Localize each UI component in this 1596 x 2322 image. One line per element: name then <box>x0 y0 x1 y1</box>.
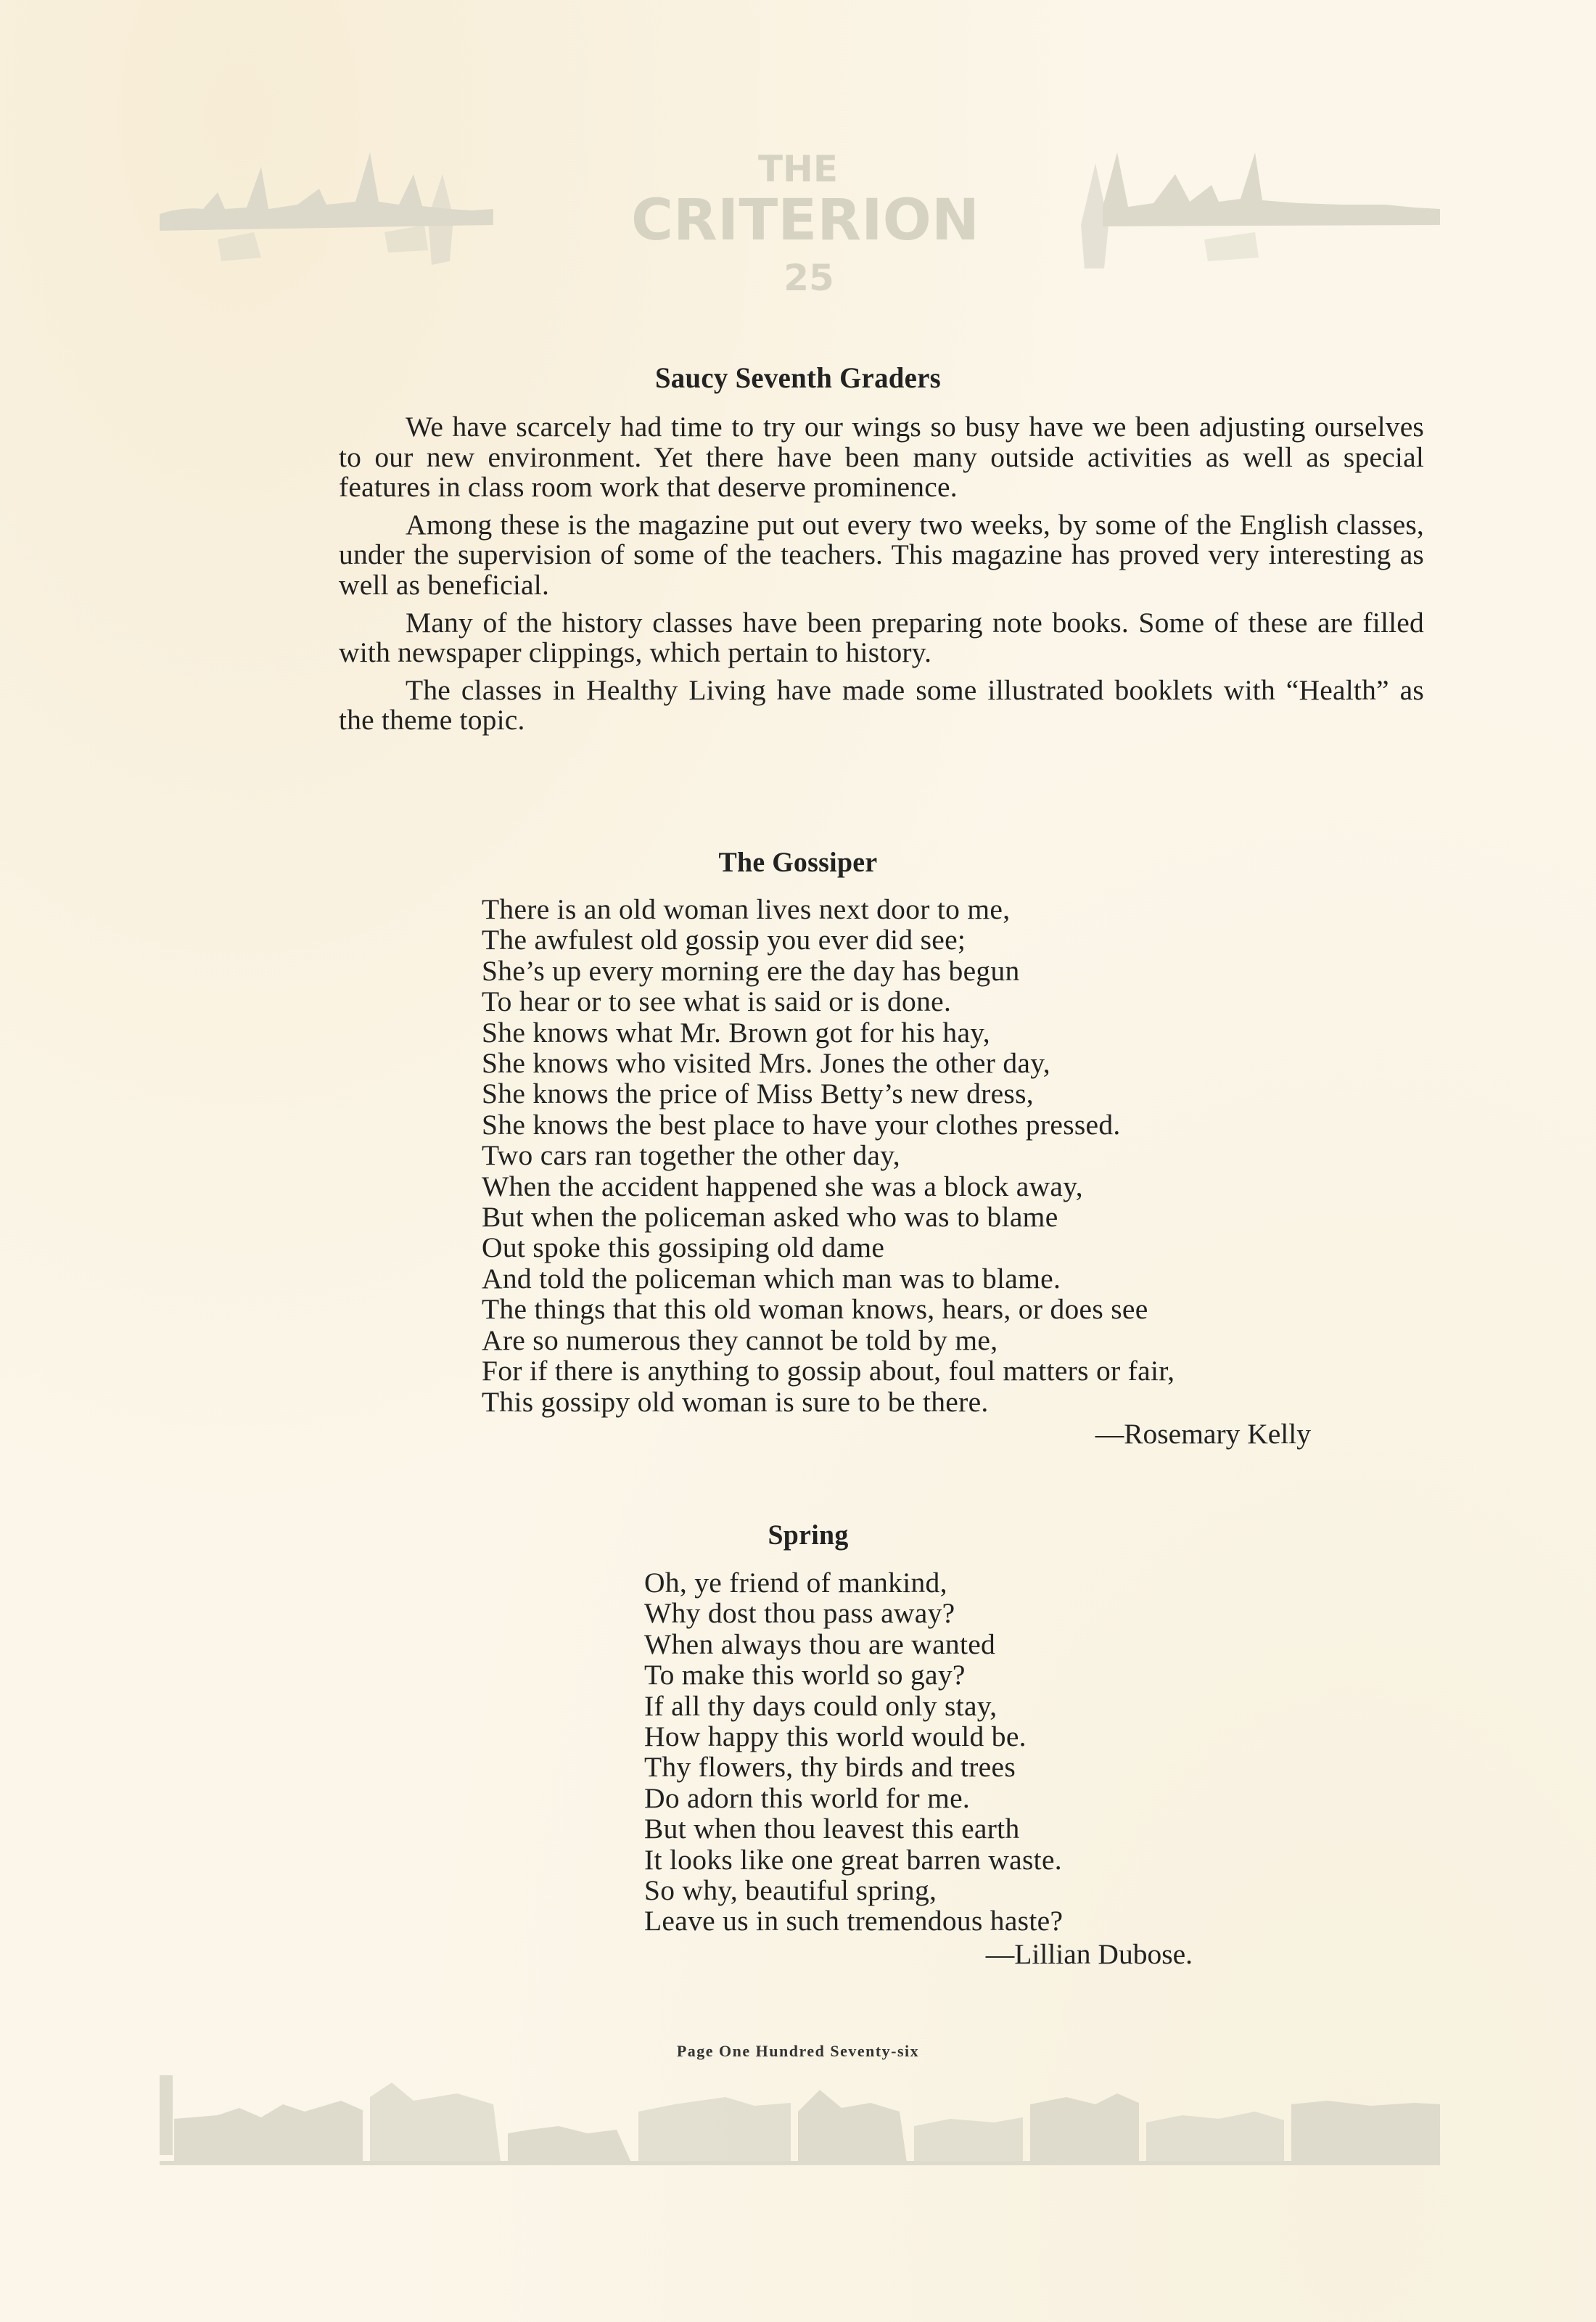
page-number: Page One Hundred Seventy-six <box>676 2042 920 2060</box>
poem-line: Leave us in such tremendous haste? <box>644 1905 1064 1937</box>
poem-author-spring: —Lillian Dubose. <box>985 1938 1193 1970</box>
poem-line: For if there is anything to gossip about, foul matters or fair, <box>482 1355 1175 1387</box>
poem-line: She knows the price of Miss Betty’s new dress, <box>482 1078 1034 1110</box>
poem-title-spring: Spring <box>768 1519 849 1551</box>
article-body <box>339 412 1424 743</box>
poem-line: So why, beautiful spring, <box>644 1874 937 1907</box>
poem-line: And told the policeman which man was to blame. <box>482 1262 1061 1295</box>
logo-text-year: 25 <box>783 257 834 299</box>
poem-line: Out spoke this gossiping old dame <box>482 1231 885 1264</box>
footer-skyline-illustration <box>152 2061 1444 2184</box>
poem-line: There is an old woman lives next door to me, <box>482 893 1011 925</box>
article-title: Saucy Seventh Graders <box>654 361 942 394</box>
article-paragraph: Among these is the magazine put out every two weeks, by some of the English classes, under the supervision of some of the teachers. This magazine has proved very interesting as well as beneficial. <box>339 508 1424 601</box>
poem-line: It looks like one great barren waste. <box>644 1843 1062 1876</box>
poem-line: Oh, ye friend of mankind, <box>644 1567 947 1599</box>
poem-line: But when the policeman asked who was to blame <box>482 1201 1058 1234</box>
poem-line: To hear or to see what is said or is done. <box>482 985 952 1018</box>
poem-line: She knows what Mr. Brown got for his hay, <box>482 1016 990 1049</box>
article-paragraph: The classes in Healthy Living have made some illustrated booklets with “Health” as the theme topic. <box>339 673 1424 737</box>
article-paragraph: Many of the history classes have been preparing note books. Some of these are filled with newspaper clippings, which pertain to history. <box>339 606 1424 669</box>
poem-line: Are so numerous they cannot be told by me, <box>482 1324 998 1356</box>
poem-line: But when thou leavest this earth <box>644 1813 1020 1845</box>
footer-skyline-ornament <box>152 2061 1444 2184</box>
skyline-illustration <box>152 123 1444 327</box>
poem-line: When always thou are wanted <box>644 1628 996 1660</box>
poem-spring <box>644 1567 1063 1937</box>
poem-line: The things that this old woman knows, hears, or does see <box>482 1293 1148 1326</box>
poem-line: How happy this world would be. <box>644 1720 1027 1753</box>
poem-title-gossiper: The Gossiper <box>718 847 878 878</box>
poem-line: She’s up every morning ere the day has begun <box>482 954 1020 987</box>
logo-text-criterion: CRITERION <box>631 188 979 253</box>
poem-author-gossiper: —Rosemary Kelly <box>1095 1418 1311 1450</box>
poem-line: Why dost thou pass away? <box>644 1597 955 1630</box>
poem-gossiper <box>482 894 1175 1417</box>
article-paragraph: We have scarcely had time to try our wings so busy have we been adjusting ourselves to our new environment. Yet there have been many outside activities as well as special features in class room work that deserve prominence. <box>339 411 1424 504</box>
poem-line: Two cars ran together the other day, <box>482 1139 900 1172</box>
poem-line: This gossipy old woman is sure to be there. <box>482 1385 989 1418</box>
poem-line: Do adorn this world for me. <box>644 1781 971 1814</box>
header-banner-ornament <box>152 123 1444 327</box>
poem-line: Thy flowers, thy birds and trees <box>644 1751 1016 1784</box>
poem-line: When the accident happened she was a block away, <box>482 1170 1083 1202</box>
poem-line: To make this world so gay? <box>644 1659 966 1691</box>
poem-line: She knows the best place to have your clothes pressed. <box>482 1108 1121 1141</box>
poem-line: If all thy days could only stay, <box>644 1689 998 1722</box>
logo-text-the: THE <box>757 148 839 190</box>
poem-line: The awfulest old gossip you ever did see; <box>482 924 966 956</box>
poem-line: She knows who visited Mrs. Jones the other day, <box>482 1047 1050 1080</box>
